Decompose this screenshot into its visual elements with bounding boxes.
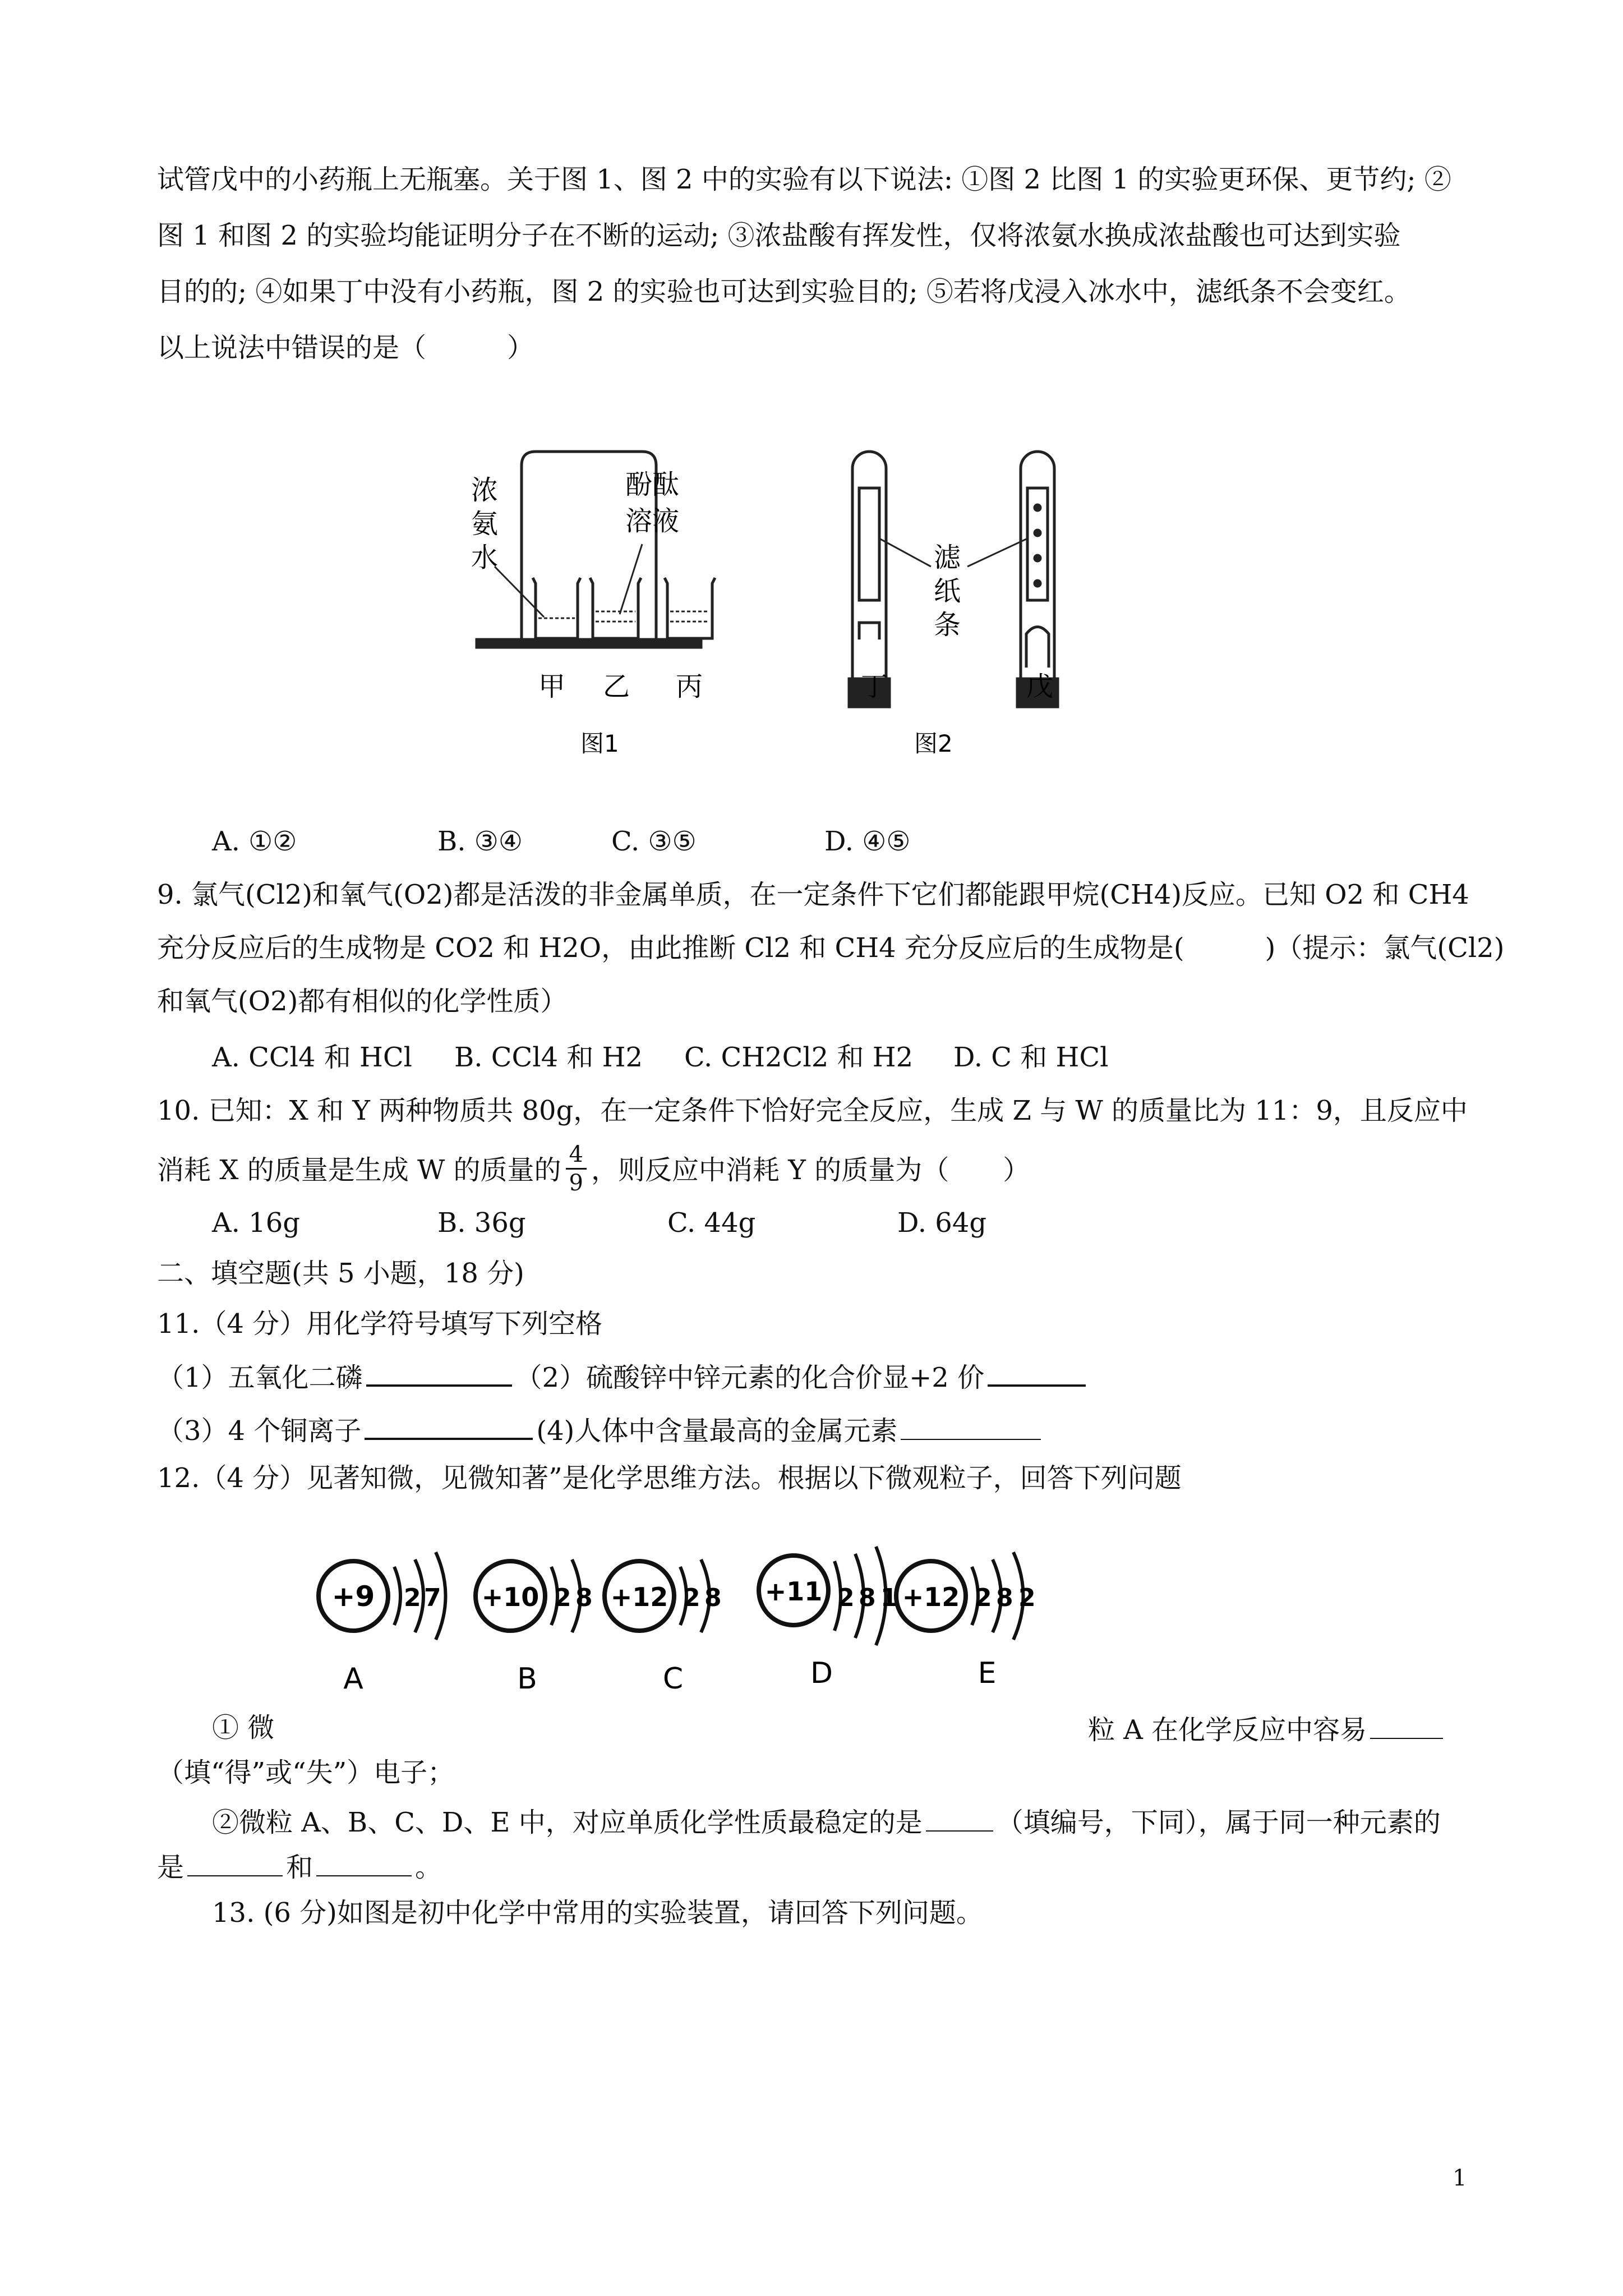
q12-blank-4[interactable] (316, 1848, 412, 1876)
particle-c (605, 1559, 722, 1696)
q8-figure (460, 438, 1088, 763)
q12-sub1-text: 粒 A 在化学反应中容易 (1088, 1714, 1367, 1746)
q12-blank-2[interactable] (926, 1803, 993, 1832)
q8-option-b: B. ③④ (437, 826, 523, 857)
q9-line-2: 充分反应后的生成物是 CO2 和 H2O，由此推断 Cl2 和 CH4 充分反应后的生成物是( )（提示：氯气(Cl2) (157, 932, 1505, 964)
q12-sub2-line (212, 1803, 1441, 1839)
q12-sub2-line-2 (157, 1848, 442, 1884)
figure-1-caption: 图1 (580, 730, 619, 757)
shell-d-1: 2 (837, 1584, 855, 1612)
nucleus-c: +12 (610, 1582, 668, 1612)
beaker-label-yi: 乙 (603, 671, 630, 702)
q10-option-c: C. 44g (667, 1207, 756, 1239)
fraction-four-ninths (566, 1141, 587, 1197)
q10-option-d: D. 64g (897, 1207, 987, 1239)
particle-d (759, 1547, 898, 1690)
q12-blank-3[interactable] (187, 1848, 283, 1876)
q8-line-3: 目的的; ④如果丁中没有小药瓶，图 2 的实验也可达到实验目的; ⑤若将戊浸入冰水中，滤纸条不会变红。 (157, 276, 1411, 307)
q12-sub1-mid (1088, 1711, 1446, 1747)
shell-e-1: 2 (975, 1584, 992, 1612)
particle-e (896, 1552, 1036, 1690)
label-filter-3: 条 (934, 609, 961, 641)
q10-line-2-pre: 消耗 X 的质量是生成 W 的质量的 (157, 1154, 561, 1186)
q9-option-d: D. C 和 HCl (953, 1042, 1109, 1073)
fraction-denominator: 9 (569, 1170, 583, 1196)
section-2-heading: 二、填空题(共 5 小题，18 分) (157, 1258, 524, 1289)
q9-line-3: 和氧气(O2)都有相似的化学性质） (157, 986, 568, 1017)
page-number: 1 (1453, 2165, 1467, 2191)
q12-sub2-text-d: 和 (286, 1852, 313, 1883)
label-filter-1: 滤 (934, 542, 961, 573)
label-filter-2: 纸 (934, 576, 961, 607)
q11-stem: 11.（4 分）用化学符号填写下列空格 (157, 1308, 603, 1340)
nucleus-b: +10 (481, 1582, 540, 1612)
label-ammonia-2: 氨 (471, 508, 499, 540)
q9-line-1: 9. 氯气(Cl2)和氧气(O2)都是活泼的非金属单质，在一定条件下它们都能跟甲烷(CH4)反应。已知 O2 和 CH4 (157, 879, 1469, 910)
q11-part-3: （3）4 个铜离子 (157, 1415, 362, 1447)
shell-d-3: 1 (880, 1584, 898, 1612)
q11-row-1 (157, 1358, 1089, 1395)
tube-label-ding: 丁 (861, 671, 888, 702)
q12-sub2-text-c: 是 (157, 1852, 185, 1883)
figure-1 (477, 452, 715, 647)
figure-2-caption: 图2 (914, 730, 953, 757)
q8-line-2: 图 1 和图 2 的实验均能证明分子在不断的运动; ③浓盐酸有挥发性，仅将浓氨水换成浓盐酸也可达到实验 (157, 220, 1401, 251)
q12-sub2-text-e: 。 (415, 1852, 442, 1883)
particle-a (319, 1552, 446, 1696)
q12-blank-1[interactable] (1370, 1711, 1443, 1739)
nucleus-d: +11 (764, 1576, 823, 1607)
shell-c-2: 8 (704, 1584, 722, 1612)
q12-sub2-text-b: （填编号，下同），属于同一种元素的 (996, 1807, 1441, 1838)
shell-e-3: 2 (1018, 1584, 1036, 1612)
q8-line-1: 试管戊中的小药瓶上无瓶塞。关于图 1、图 2 中的实验有以下说法: ①图 2 比图 1 的实验更环保、更节约; ② (157, 164, 1451, 195)
q11-part-4: (4)人体中含量最高的金属元素 (536, 1415, 898, 1447)
q10-option-a: A. 16g (212, 1207, 300, 1239)
q10-line-2 (157, 1144, 1030, 1200)
q11-blank-1[interactable] (366, 1358, 512, 1387)
atomic-structure-diagrams (303, 1534, 1088, 1703)
nucleus-e: +12 (902, 1582, 960, 1612)
particle-b (476, 1559, 593, 1696)
q9-option-a: A. CCl4 和 HCl (212, 1042, 412, 1073)
label-c: C (662, 1662, 684, 1696)
q11-blank-2[interactable] (988, 1358, 1086, 1387)
q8-line-4: 以上说法中错误的是（ ） (157, 332, 534, 364)
q10-line-1: 10. 已知：X 和 Y 两种物质共 80g，在一定条件下恰好完全反应，生成 Z 与 W 的质量比为 11：9，且反应中 (157, 1095, 1468, 1126)
label-phenol-2: 溶液 (625, 505, 680, 537)
shell-c-1: 2 (683, 1584, 700, 1612)
q8-option-a: A. ①② (212, 826, 297, 857)
label-ammonia-3: 水 (471, 542, 499, 573)
label-e: E (978, 1657, 997, 1690)
q9-option-b: B. CCl4 和 H2 (454, 1042, 643, 1073)
q13-stem: 13. (6 分)如图是初中化学中常用的实验装置，请回答下列问题。 (212, 1897, 983, 1929)
q12-stem: 12.（4 分）见著知微，见微知著”是化学思维方法。根据以下微观粒子，回答下列问题 (157, 1462, 1182, 1494)
q8-option-c: C. ③⑤ (611, 826, 697, 857)
q12-sub1-start: ① 微 (212, 1712, 275, 1743)
q11-part-2: （2）硫酸锌中锌元素的化合价显+2 价 (515, 1362, 985, 1393)
shell-e-2: 8 (996, 1584, 1013, 1612)
label-d: D (810, 1657, 833, 1690)
fraction-numerator: 4 (566, 1141, 587, 1170)
nucleus-a: +9 (331, 1580, 375, 1613)
q12-sub2-text-a: ②微粒 A、B、C、D、E 中，对应单质化学性质最稳定的是 (212, 1807, 923, 1838)
shell-a-1: 2 (404, 1584, 421, 1612)
q8-option-d: D. ④⑤ (824, 826, 911, 857)
beaker-label-bing: 丙 (676, 671, 703, 702)
q11-blank-4[interactable] (901, 1412, 1041, 1440)
q12-sub1-end: （填“得”或“失”）电子； (157, 1757, 455, 1788)
q9-option-c: C. CH2Cl2 和 H2 (684, 1042, 914, 1073)
label-b: B (517, 1662, 537, 1696)
label-ammonia-1: 浓 (471, 475, 499, 506)
shell-b-1: 2 (554, 1584, 571, 1612)
shell-a-2: 7 (424, 1584, 441, 1612)
label-a: A (343, 1662, 363, 1696)
q11-part-1: （1）五氧化二磷 (157, 1362, 363, 1393)
shell-b-2: 8 (575, 1584, 593, 1612)
q10-option-b: B. 36g (437, 1207, 526, 1239)
label-phenol-1: 酚酞 (625, 469, 680, 500)
q11-row-2 (157, 1411, 1044, 1448)
shell-d-2: 8 (859, 1584, 876, 1612)
tube-label-wu: 戊 (1026, 671, 1054, 702)
q11-blank-3[interactable] (365, 1411, 533, 1440)
beaker-label-jia: 甲 (538, 671, 566, 702)
q10-line-2-post: ，则反应中消耗 Y 的质量为（ ） (591, 1154, 1030, 1186)
